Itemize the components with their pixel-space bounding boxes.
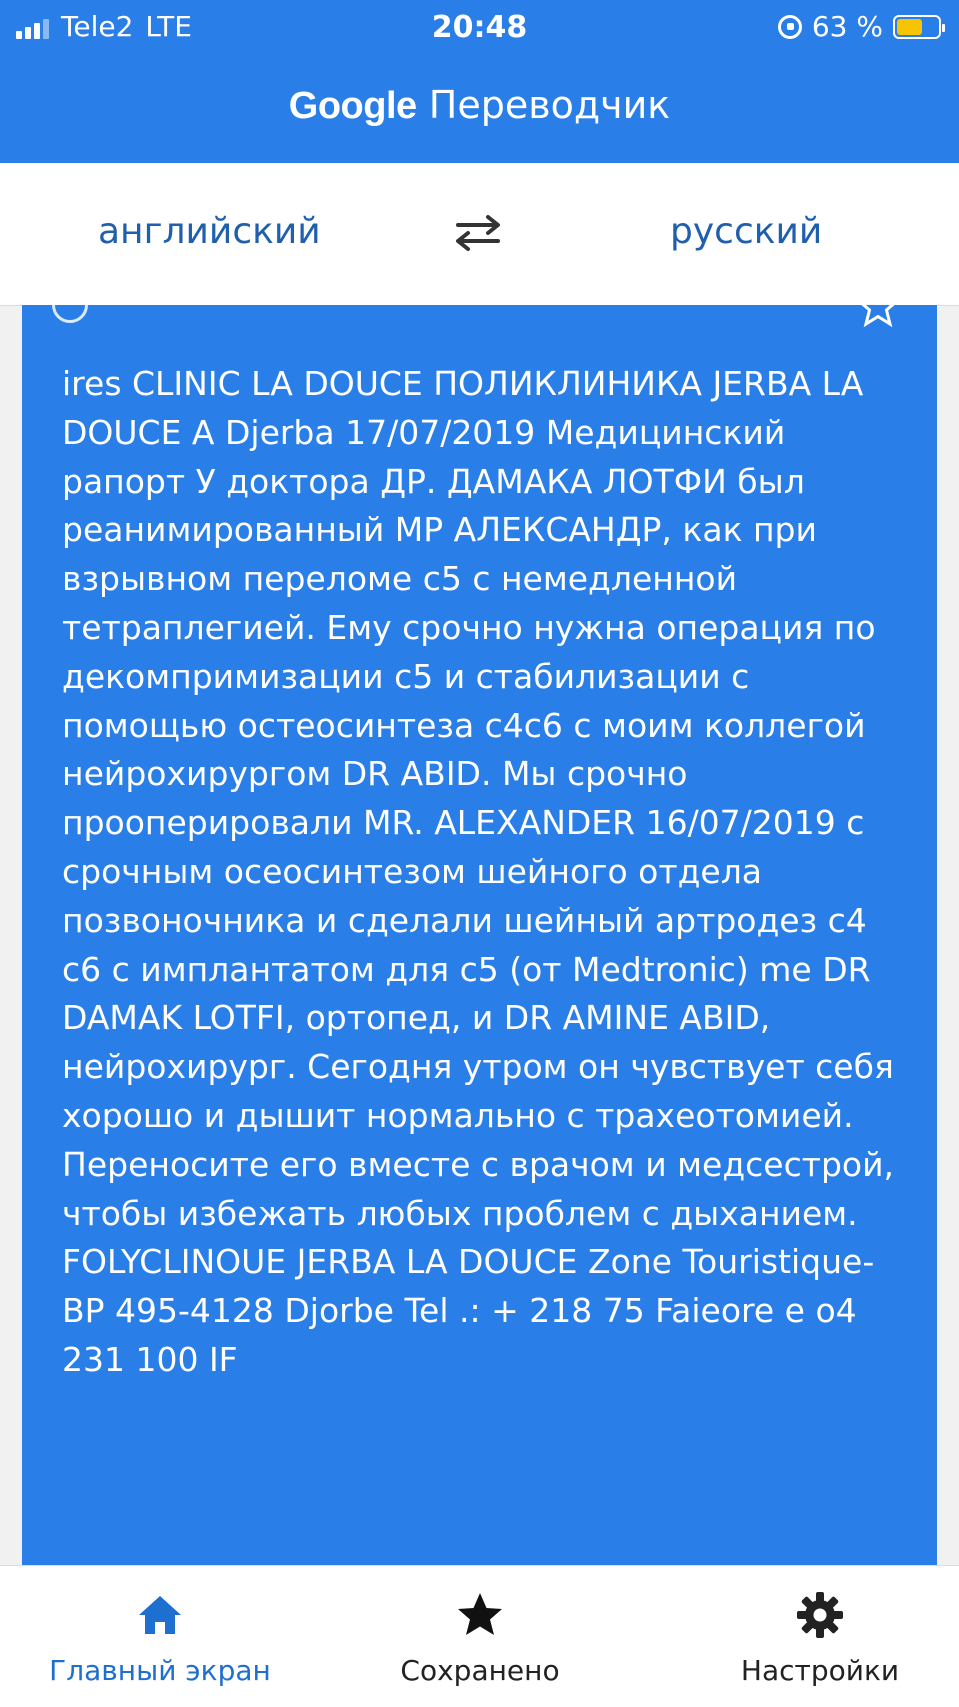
brand-logo: Google: [288, 85, 417, 127]
battery-icon: [893, 15, 941, 39]
target-language-button[interactable]: русский: [670, 211, 823, 252]
nav-saved-label: Сохранено: [400, 1654, 560, 1687]
speaker-icon[interactable]: [52, 305, 88, 323]
status-bar: [0, 0, 959, 55]
save-star-icon[interactable]: [855, 305, 901, 329]
orientation-lock-icon: [778, 15, 802, 39]
gear-icon: [793, 1588, 847, 1642]
nav-saved[interactable]: [340, 1566, 620, 1707]
nav-home[interactable]: [20, 1566, 300, 1707]
bottom-nav: [0, 1565, 959, 1707]
nav-settings[interactable]: [680, 1566, 959, 1707]
language-bar: [0, 163, 959, 306]
star-icon: [453, 1588, 507, 1642]
card-header-partial: [52, 305, 88, 323]
status-time: 20:48: [431, 10, 528, 45]
swap-arrows-icon[interactable]: [448, 213, 508, 253]
source-language-button[interactable]: английский: [98, 211, 321, 252]
app-title: [0, 83, 959, 128]
translation-card: [22, 305, 937, 1565]
battery-percent: 63 %: [811, 10, 883, 43]
home-icon: [133, 1588, 187, 1642]
nav-home-label: Главный экран: [49, 1654, 271, 1687]
status-right: [778, 10, 941, 43]
network-label: LTE: [145, 10, 192, 43]
carrier-label: Tele2: [61, 10, 134, 43]
app-title-text: Переводчик: [428, 83, 671, 127]
translation-text[interactable]: ires CLINIC LA DOUCE ПОЛИКЛИНИКА JERBA LA DOUCE A Djerba 17/07/2019 Медицинский рапорт У доктора ДР. ДАМАКА ЛОТФИ был реанимированный МР АЛЕКСАНДР, как при взрывном переломе с5 с немедленной тетраплегией. Ему срочно нужна операция по декомпримизации с5 и стабилизации с помощью остеосинтеза с4с6 с моим коллегой нейрохирургом DR ABID. Мы срочно прооперировали MR. ALEXANDER 16/07/2019 с срочным осеосинтезом шейного отдела позвоночника и сделали шейный артродез с4 с6 с имплантатом для с5 (от Medtronic) me DR DAMAK LOTFI, ортопед, и DR AMINE ABID, нейрохирург. Сегодня утром он чувствует себя хорошо и дышит нормально с трахеотомией. Переносите его вместе с врачом и медсестрой, чтобы избежать любых проблем с дыханием. FOLYCLINOUE JERBA LA DOUCE Zone Touristique- BP 495-4128 Djorbe Tel .: + 218 75 Faieore e o4 231 100 IF: [62, 364, 895, 1379]
app-bar: [0, 55, 959, 163]
nav-settings-label: Настройки: [740, 1654, 900, 1687]
